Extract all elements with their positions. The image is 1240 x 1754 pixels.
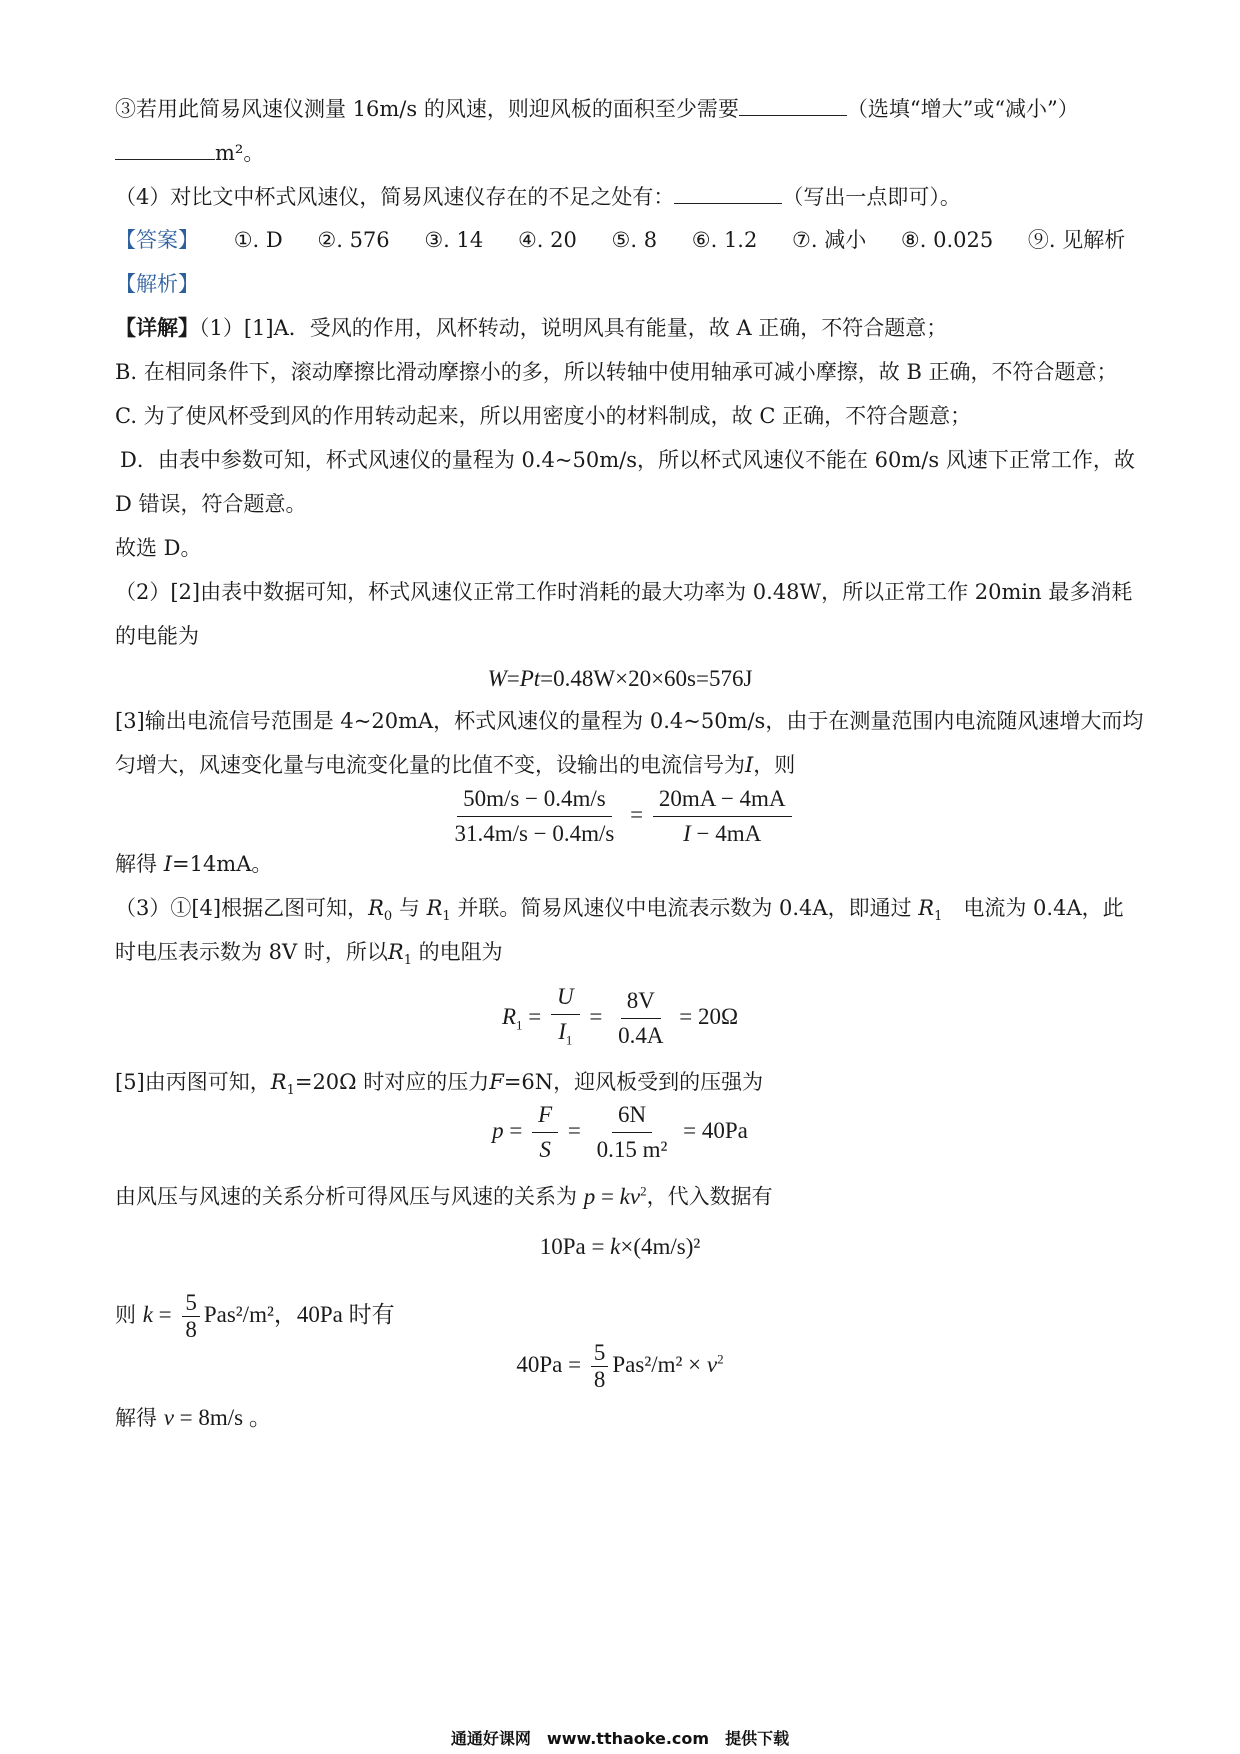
detail-label: 【详解】 bbox=[115, 315, 199, 340]
denominator: 0.4A bbox=[618, 1023, 664, 1049]
equation-result: = 40Pa bbox=[683, 1117, 748, 1143]
detail-text: （1）[1]A．受风的作用，风杯转动，说明风具有能量，故 A 正确，不符合题意； bbox=[199, 316, 948, 340]
paragraph-d: D．由表中参数可知，杯式风速仪的量程为 0.4~50m/s，所以杯式风速仪不能在 60m/s 风速下正常工作，故 bbox=[120, 448, 1135, 472]
answer-blank[interactable] bbox=[674, 181, 782, 204]
paragraph-b: B. 在相同条件下，滚动摩擦比滑动摩擦小的多，所以转轴中使用轴承可减小摩擦，故 B 正确，不符合题意； bbox=[115, 360, 1118, 384]
paragraph-result-i: 解得 I=14mA。 bbox=[115, 852, 273, 876]
question-3-line-2 bbox=[115, 137, 264, 168]
fraction bbox=[591, 1340, 609, 1393]
equation-energy: W=Pt=0.48W×20×60s=576J bbox=[487, 666, 753, 691]
denominator: 8 bbox=[185, 1317, 197, 1342]
numerator: 8V bbox=[621, 986, 661, 1019]
numerator: U bbox=[551, 982, 580, 1015]
paragraph-5-c: =6N，迎风板受到的压强为 bbox=[503, 1070, 764, 1094]
denominator: 8 bbox=[593, 1367, 606, 1392]
denominator: $I_1$ bbox=[558, 1019, 573, 1048]
numerator: 5 bbox=[591, 1340, 609, 1367]
answer-blank[interactable] bbox=[115, 137, 215, 160]
paragraph-6: 由风压与风速的关系分析可得风压与风速的关系为 $p = kv^2$，代入数据有 bbox=[115, 1183, 773, 1209]
paragraph-8: 解得 v = 8m/s 。 bbox=[115, 1405, 272, 1430]
equation-speed-right: Pas²/m² × bbox=[612, 1351, 702, 1377]
equation-pressure: p = $\frac{F}{S}$ = $\frac{6N}{\text{0.15 m²}}$ = 40Pa bbox=[0, 1100, 1240, 1165]
q4-tail: （写出一点即可）。 bbox=[782, 185, 961, 209]
paragraph-7: 则 k = $\frac{5}{8}$ Pas²/m²，40Pa 时有 bbox=[115, 1290, 395, 1342]
answer-item: ⑦. 减小 bbox=[792, 228, 867, 252]
fraction bbox=[591, 1100, 674, 1165]
equation-ratio: $\frac{50m/s - 0.4m/s}{31.4m/s - 0.4m/s}$ = $\frac{20mA - 4mA}{I - 4mA}$ bbox=[0, 784, 1240, 849]
equation-resistance: $R_1$ = $\frac{U}{I_1}$ = $\frac{8V}{0.4A}$ = 20Ω bbox=[0, 982, 1240, 1056]
answer-item: ⑥. 1.2 bbox=[691, 228, 758, 252]
answer-item: ⑤. 8 bbox=[611, 228, 658, 252]
paragraph-4: （3）①[4]根据乙图可知，$R_0$ 与 $R_1$ 并联。简易风速仪中电流表示数为 0.4A，即通过 $R_1$ 电流为 0.4A，此 bbox=[115, 896, 1124, 925]
q3-text-a: ③若用此简易风速仪测量 16m/s 的风速，则迎风板的面积至少需要 bbox=[115, 97, 739, 121]
detail-paragraph-1 bbox=[115, 313, 947, 343]
footer-watermark: 通通好课网 www.tthaoke.com 提供下载 bbox=[450, 1729, 790, 1748]
paragraph-4-b: 并联。简易风速仪中电流表示数为 0.4A，即通过 bbox=[457, 896, 912, 920]
paragraph-2-cont: 的电能为 bbox=[115, 624, 199, 648]
paragraph-5-b: =20Ω 时对应的压力 bbox=[294, 1070, 490, 1094]
equation-speed-left: 40Pa = bbox=[516, 1351, 582, 1377]
paragraph-4-d: 时电压表示数为 8V 时，所以 bbox=[115, 940, 388, 964]
paragraph-3-tail: ，则 bbox=[753, 753, 796, 777]
fraction bbox=[448, 784, 620, 849]
answer-item: ③. 14 bbox=[424, 228, 484, 252]
answer-item: ②. 576 bbox=[317, 228, 390, 252]
paragraph-5-a: [5]由丙图可知， bbox=[115, 1070, 271, 1094]
paragraph-2: （2）[2]由表中数据可知，杯式风速仪正常工作时消耗的最大功率为 0.48W，所以正常工作 20min 最多消耗 bbox=[115, 580, 1133, 604]
paragraph-4-c: 电流为 0.4A，此 bbox=[963, 896, 1124, 920]
equation-speed: 40Pa = $\frac{5}{8}$ $Pas^2/m^2 \times v^2$ bbox=[516, 1340, 724, 1392]
answer-row bbox=[115, 225, 1125, 255]
question-4-line bbox=[115, 181, 961, 212]
question-3-line bbox=[115, 93, 1079, 124]
denominator: S bbox=[539, 1137, 551, 1162]
equation-energy-text: =0.48W×20×60s=576J bbox=[540, 666, 753, 691]
paragraph-8-b: = 8m/s 。 bbox=[179, 1405, 272, 1430]
answer-item: ⑨. 见解析 bbox=[1027, 228, 1126, 252]
denominator: 31.4m/s − 0.4m/s bbox=[454, 821, 615, 846]
numerator: 6N bbox=[612, 1100, 652, 1133]
paragraph-8-a: 解得 bbox=[115, 1406, 157, 1430]
paragraph-6-text: 由风压与风速的关系分析可得风压与风速的关系为 bbox=[115, 1184, 577, 1209]
answer-item: ④. 20 bbox=[517, 228, 577, 252]
paragraph-4-a: （3）①[4]根据乙图可知， bbox=[115, 896, 369, 920]
paragraph-3-text: 匀增大，风速变化量与电流变化量的比值不变，设输出的电流信号为 bbox=[115, 753, 745, 777]
denominator: 0.15 m² bbox=[596, 1137, 668, 1162]
choice-result: 故选 D。 bbox=[115, 536, 202, 560]
paragraph-4-e: 的电阻为 bbox=[418, 940, 503, 964]
answer-blank[interactable] bbox=[739, 93, 847, 116]
fraction bbox=[612, 986, 669, 1051]
fraction bbox=[182, 1290, 200, 1343]
denominator-text: − 4mA bbox=[696, 821, 762, 846]
answer-item: ①. D bbox=[233, 228, 283, 252]
paragraph-6-tail: ，代入数据有 bbox=[646, 1184, 773, 1209]
equation-result: = 20Ω bbox=[679, 1004, 739, 1030]
equation-k-right: ×(4m/s)² bbox=[620, 1234, 701, 1259]
fraction bbox=[532, 1100, 558, 1165]
result-text: =14mA。 bbox=[171, 852, 273, 876]
answer-label: 【答案】 bbox=[115, 228, 199, 252]
fraction bbox=[653, 784, 792, 849]
analysis-label: 【解析】 bbox=[115, 272, 199, 296]
paragraph-4-cont: 时电压表示数为 8V 时，所以$R_1$ 的电阻为 bbox=[115, 940, 503, 969]
q3-unit: m²。 bbox=[215, 141, 265, 165]
equation-k-left: 10Pa = bbox=[539, 1234, 611, 1259]
paragraph-d-cont: D 错误，符合题意。 bbox=[115, 492, 307, 516]
fraction bbox=[551, 982, 580, 1056]
answer-item: ⑧. 0.025 bbox=[900, 228, 994, 252]
paragraph-7-a: 则 bbox=[115, 1303, 136, 1327]
denominator: I − 4mA bbox=[683, 821, 762, 846]
numerator: 5 bbox=[182, 1290, 200, 1317]
paragraph-5: [5]由丙图可知，$R_1=20\Omega$ 时对应的压力F=6N，迎风板受到的压强为 bbox=[115, 1070, 764, 1099]
paragraph-7-b: Pas²/m²，40Pa 时有 bbox=[203, 1302, 395, 1327]
numerator: F bbox=[532, 1100, 558, 1133]
paragraph-3-cont: 匀增大，风速变化量与电流变化量的比值不变，设输出的电流信号为I，则 bbox=[115, 753, 796, 777]
paragraph-3: [3]输出电流信号范围是 4~20mA，杯式风速仪的量程为 0.4~50m/s，由于在测量范围内电流随风速增大而均 bbox=[115, 709, 1144, 733]
numerator: 50m/s − 0.4m/s bbox=[457, 784, 612, 817]
numerator: 20mA − 4mA bbox=[653, 784, 792, 817]
q4-text: （4）对比文中杯式风速仪，简易风速仪存在的不足之处有： bbox=[115, 185, 675, 209]
q3-text-b: （选填“增大”或“减小”） bbox=[846, 97, 1079, 121]
paragraph-c: C. 为了使风杯受到风的作用转动起来，所以用密度小的材料制成，故 C 正确，不符合题意； bbox=[115, 404, 972, 428]
equation-k: 10Pa = k×(4m/s)² bbox=[539, 1234, 701, 1259]
